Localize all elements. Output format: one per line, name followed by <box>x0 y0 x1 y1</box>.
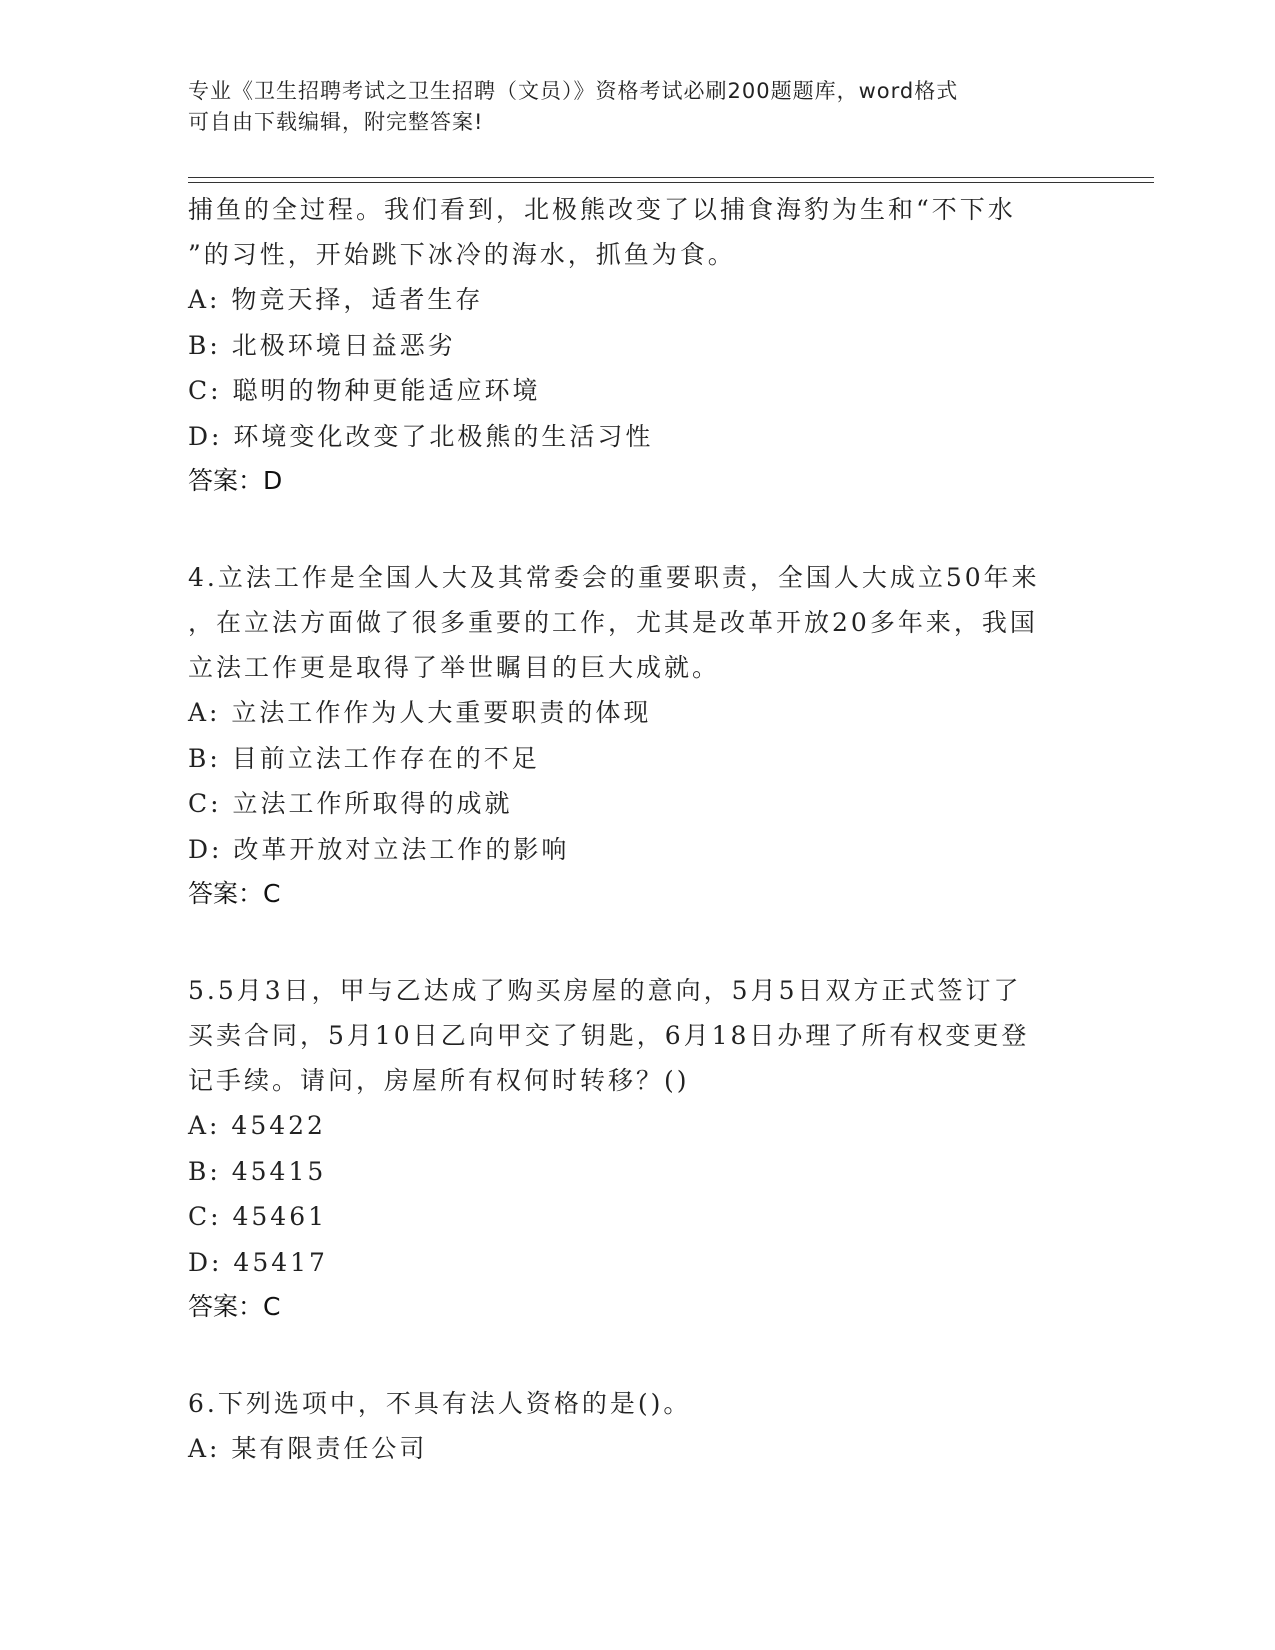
question-6 <box>188 1381 1088 1472</box>
answer-line: 答案：D <box>188 466 283 495</box>
option-c: C: 45461 <box>188 1202 328 1231</box>
question-stem-line: 捕鱼的全过程。我们看到，北极熊改变了以捕食海豹为生和“不下水 <box>188 195 1016 224</box>
question-stem-line: 5.5月3日，甲与乙达成了购买房屋的意向，5月5日双方正式签订了 <box>188 976 1022 1005</box>
option-c: C: 立法工作所取得的成就 <box>188 789 513 818</box>
option-b: B: 目前立法工作存在的不足 <box>188 743 540 773</box>
header-divider-bottom <box>188 182 1154 183</box>
question-stem-line: 立法工作更是取得了举世瞩目的巨大成就。 <box>188 653 721 682</box>
option-d: D: 改革开放对立法工作的影响 <box>188 834 570 864</box>
question-stem-line: ，在立法方面做了很多重要的工作，尤其是改革开放20多年来，我国 <box>188 608 1038 637</box>
question-stem-line: 6.下列选项中，不具有法人资格的是()。 <box>188 1389 692 1418</box>
question-3 <box>188 187 1088 503</box>
page-header <box>188 76 1068 138</box>
answer-line: 答案：C <box>188 1292 281 1321</box>
option-a: A: 立法工作作为人大重要职责的体现 <box>188 698 652 727</box>
question-stem-line: ”的习性，开始跳下冰冷的海水，抓鱼为食。 <box>188 240 736 269</box>
document-body <box>188 187 1088 1472</box>
question-5 <box>188 968 1088 1329</box>
question-stem-line: 记手续。请问，房屋所有权何时转移？() <box>188 1066 690 1095</box>
header-divider-top <box>188 177 1154 178</box>
option-d: D: 45417 <box>188 1247 328 1277</box>
option-b: B: 45415 <box>188 1156 327 1186</box>
question-4 <box>188 555 1088 916</box>
option-a: A: 物竞天择，适者生存 <box>188 285 484 314</box>
option-a: A: 某有限责任公司 <box>188 1434 428 1463</box>
answer-line: 答案：C <box>188 879 281 908</box>
header-title-line-2: 可自由下载编辑，附完整答案! <box>188 110 484 134</box>
question-stem-line: 4.立法工作是全国人大及其常委会的重要职责，全国人大成立50年来 <box>188 563 1040 592</box>
option-d: D: 环境变化改变了北极熊的生活习性 <box>188 421 654 451</box>
option-b: B: 北极环境日益恶劣 <box>188 330 456 360</box>
option-c: C: 聪明的物种更能适应环境 <box>188 376 541 405</box>
question-stem-line: 买卖合同，5月10日乙向甲交了钥匙，6月18日办理了所有权变更登 <box>188 1021 1030 1050</box>
option-a: A: 45422 <box>188 1111 326 1140</box>
header-title-line-1: 专业《卫生招聘考试之卫生招聘（文员）》资格考试必刷200题题库，word格式 <box>188 79 959 103</box>
